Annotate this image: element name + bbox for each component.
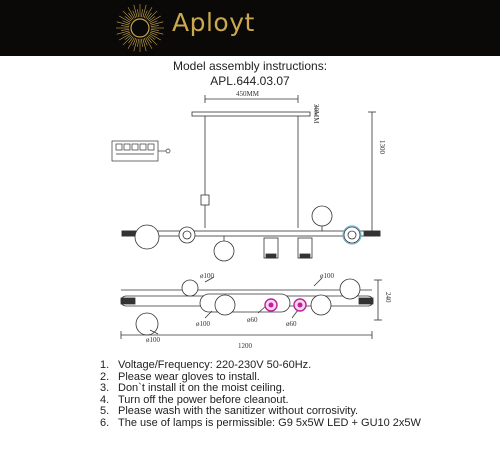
ceiling-canopy <box>192 112 310 116</box>
instruction-item: 6. The use of lamps is permissible: G9 5x5W LED + GU10 2x5W <box>100 416 421 429</box>
globe-upper <box>312 206 332 226</box>
label-dia-60-a: ø60 <box>247 316 258 324</box>
instruction-item: 1. Voltage/Frequency: 220-230V 50-60Hz. <box>100 359 312 371</box>
label-1300: 1300 <box>378 140 386 154</box>
model-number: APL.644.03.07 <box>210 74 290 88</box>
brand-name: Aployt <box>172 8 255 37</box>
globe-top-view-left <box>136 313 158 335</box>
label-450mm: 450MM <box>236 90 259 98</box>
instruction-item: 5. Please wash with the sanitizer without corrosivity. <box>100 405 359 418</box>
instruction-item: 4. Turn off the power before cleanout. <box>100 393 289 406</box>
instruction-item: 3. Don`t install it on the moist ceiling. <box>100 382 285 395</box>
globe-pendant <box>214 241 234 261</box>
label-240: 240 <box>384 292 392 303</box>
label-dia-100-d: ø100 <box>146 336 160 344</box>
instructions-list <box>100 360 500 430</box>
label-30mm: 30MM <box>312 104 320 124</box>
label-1200: 1200 <box>238 342 252 350</box>
document-title: Model assembly instructions: <box>172 59 328 73</box>
label-dia-100-a: ø100 <box>200 272 214 280</box>
main-bar-side <box>122 231 380 236</box>
label-dia-100-c: ø100 <box>196 320 210 328</box>
instruction-item: 2. Please wear gloves to install. <box>100 370 260 383</box>
label-dia-60-b: ø60 <box>286 320 297 328</box>
label-dia-100-b: ø100 <box>320 272 334 280</box>
terminal-block-icon <box>112 141 170 161</box>
globe-left <box>135 225 159 249</box>
